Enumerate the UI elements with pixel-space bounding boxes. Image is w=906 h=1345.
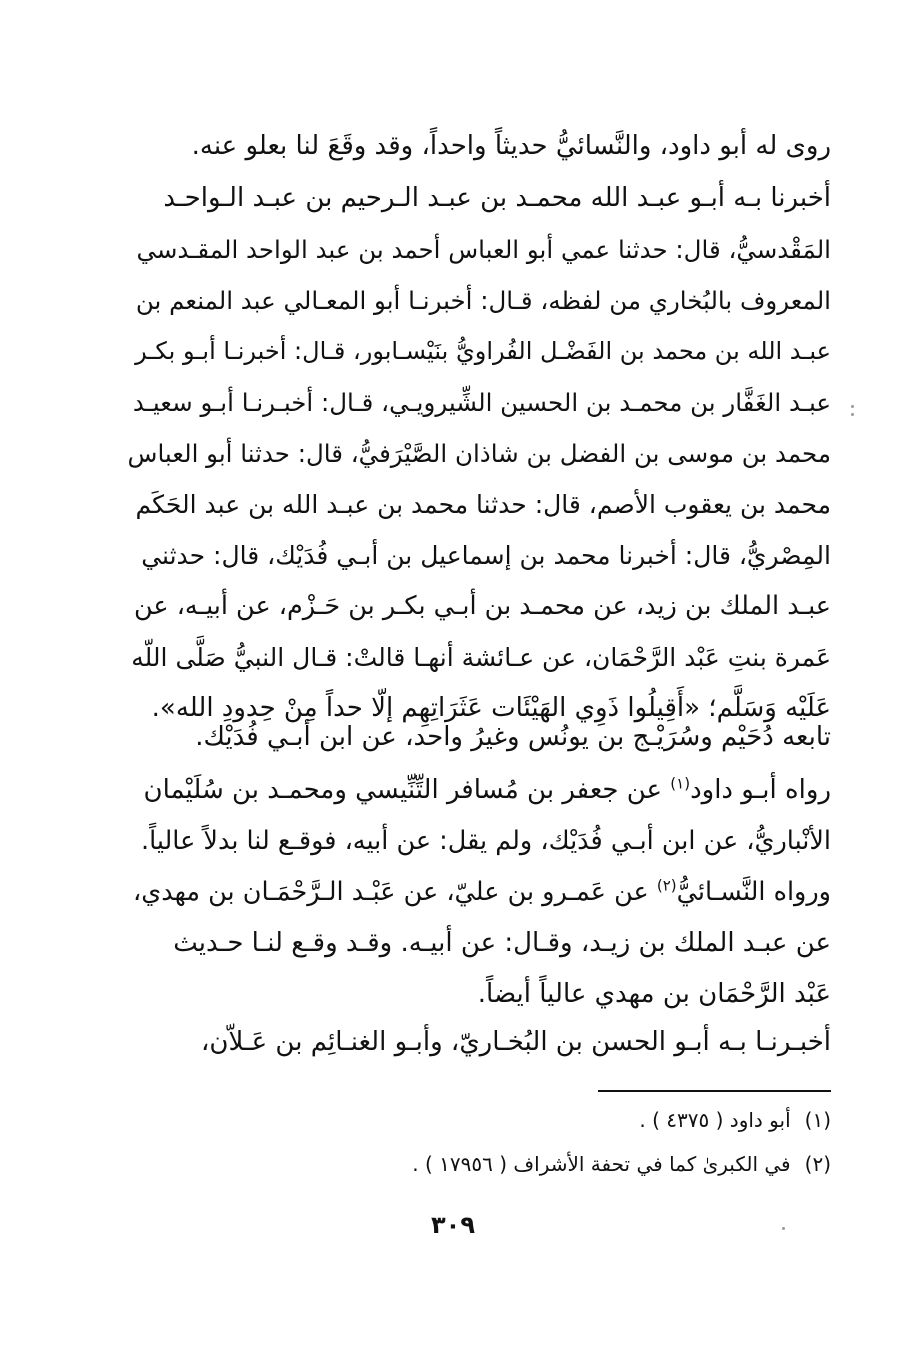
footnote-number: (٢) <box>804 1152 831 1176</box>
text-segment: رواه أبـو داود <box>690 775 831 805</box>
text-line: المعروف بالبُخاري من لفظه، قـال: أخبرنـا أبو المعـالي عبد المنعم بن <box>135 286 831 315</box>
footnote-text: أبو داود ( ٤٣٧٥ ) . <box>639 1108 791 1132</box>
footnote-ref-1[interactable]: (١) <box>670 774 691 793</box>
page-number: ٣٠٩ <box>431 1211 475 1239</box>
footnote-divider <box>598 1090 831 1092</box>
text-line: تابعه دُحَيْم وسُرَيْـج بن يونُس وغيرُ واحد، عن ابن أبـي فُدَيْك. <box>195 722 831 752</box>
paragraph-riwaya <box>128 765 831 1020</box>
footnote-1 <box>128 1098 831 1142</box>
text-line: روى له أبو داود، والنَّسائيُّ حديثاً واحداً، وقد وقَعَ لنا بعلو عنه. <box>191 131 831 161</box>
text-line: عبـد الغَفَّار بن محمـد بن الحسين الشِّيرويـي، قـال: أخبـرنـا أبـو سعيـد <box>132 388 831 417</box>
text-line: محمد بن موسى بن الفضل بن شاذان الصَّيْرَفيُّ، قال: حدثنا أبو العباس <box>127 439 831 468</box>
scan-speck <box>782 1227 785 1230</box>
text-line: عبـد الملك بن زيد، عن محمـد بن أبـي بكـر بن حَـزْم، عن أبيـه، عن <box>133 591 831 621</box>
text-line: أخبـرنـا بـه أبـو الحسن بن البُخـاريّ، وأبـو الغنـائِم بن عَـلاّن، <box>201 1027 831 1057</box>
footnote-2 <box>128 1142 831 1186</box>
text-line: المِصْريُّ، قال: أخبرنا محمد بن إسماعيل بن أبـي فُدَيْك، قال: حدثني <box>141 541 831 570</box>
scan-speck <box>851 413 854 416</box>
scan-speck <box>851 405 854 408</box>
footnote-number: (١) <box>804 1108 831 1132</box>
footnotes <box>128 1098 831 1186</box>
text-line <box>128 867 831 918</box>
footnote-text: في الكبرىٰ كما في تحفة الأشراف ( ١٧٩٥٦ ) . <box>412 1152 791 1176</box>
text-line: محمد بن يعقوب الأصم، قال: حدثنا محمد بن عبـد الله بن عبد الحَكَم <box>135 490 831 519</box>
text-segment: عن عَمـرو بن عليّ، عن عَبْـد الـرَّحْمَـان بن مهدي، <box>133 877 657 907</box>
text-line: الأنْباريُّ، عن ابن أبـي فُدَيْك، ولم يقل: عن أبيه، فوقـع لنا بدلاً عالياً. <box>140 826 831 856</box>
text-segment: عن جعفر بن مُسافر التِّنِّيسي ومحمـد بن سُلَيْمان <box>143 775 671 805</box>
text-line: عن عبـد الملك بن زيـد، وقـال: عن أبيـه. وقـد وقـع لنـا حـديث <box>173 928 831 958</box>
paragraph-isnad-chain-2 <box>128 1017 831 1068</box>
hadith-text-line: عَلَيْه وَسَلَّم؛ «أَقِيلُوا ذَوِي الهَيْئَات عَثَرَاتِهِم إلّا حداً مِنْ حِدودِ الله». <box>151 693 831 723</box>
text-line: عَمرة بنتِ عَبْد الرَّحْمَان، عن عـائشة أنهـا قالتْ: قـال النبيُّ صَلَّى اللّه <box>131 643 831 672</box>
paragraph-intro <box>128 121 831 172</box>
paragraph-isnad-chain <box>128 173 831 734</box>
footnote-ref-2[interactable]: (٢) <box>656 876 677 895</box>
text-line: أخبرنا بـه أبـو عبـد الله محمـد بن عبـد الـرحيم بن عبـد الـواحـد <box>163 183 831 213</box>
text-line: عبـد الله بن محمد بن الفَضْـل الفُراويُّ بنَيْسـابور، قـال: أخبرنـا أبـو بكـر <box>135 337 831 365</box>
paragraph-mutaba <box>128 712 831 763</box>
text-segment: ورواه النَّسـائيُّ <box>676 877 831 907</box>
text-line <box>128 765 831 816</box>
text-line: عَبْد الرَّحْمَان بن مهدي عالياً أيضاً. <box>477 979 831 1009</box>
text-line: المَقْدسيُّ، قال: حدثنا عمي أبو العباس أحمد بن عبد الواحد المقـدسي <box>136 235 831 264</box>
